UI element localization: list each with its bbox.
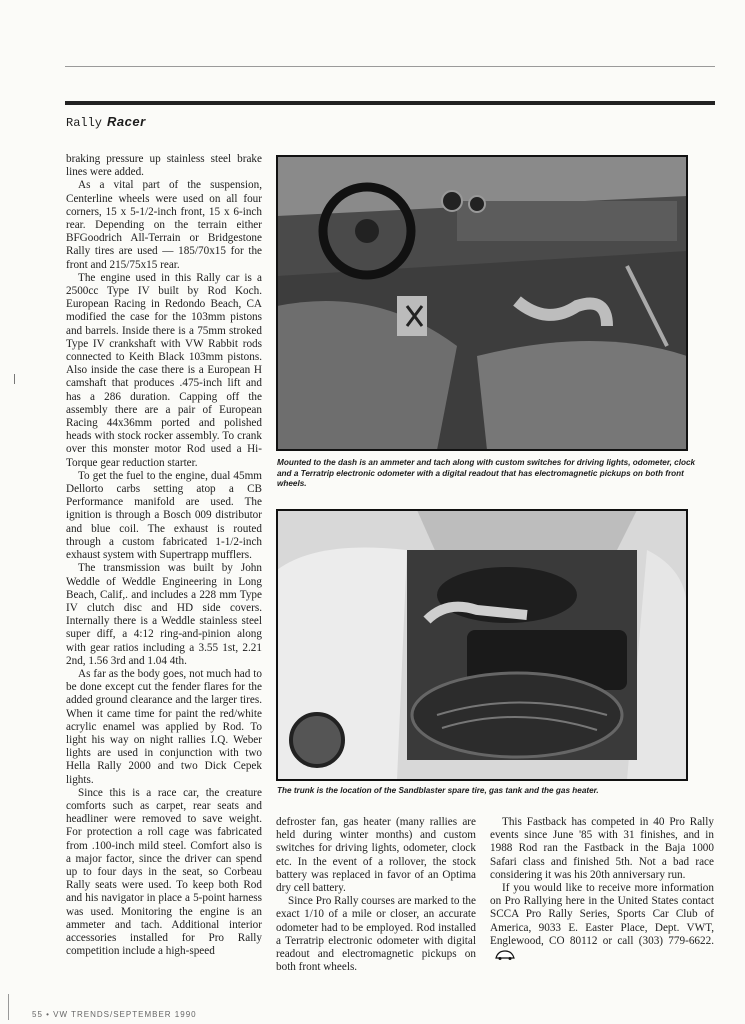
magazine-logo: Racer bbox=[107, 114, 146, 129]
article-column-3 bbox=[490, 816, 714, 961]
trunk-photo bbox=[276, 509, 688, 781]
paragraph: Since this is a race car, the creature comforts such as carpet, rear seats and headliner were removed to save weight. For protection a roll cage was fabricated from .100-inch mild steel. Comfort also is a major factor, since the driver can spend up to four days in the seat, so Corbeau Rally seats were used. To keep both Rod and his navigator in place a 5-point harness was used. Monitoring the engine is an ammeter and tach. Additional interior accessories installed for Pro Rally competition include a high-speed bbox=[66, 786, 262, 958]
top-rule bbox=[65, 66, 715, 67]
paragraph bbox=[490, 882, 714, 961]
article-column-1 bbox=[66, 153, 262, 958]
header-rule bbox=[65, 101, 715, 105]
paragraph: To get the fuel to the engine, dual 45mm Dellorto carbs setting atop a CB Performance manifold are used. The ignition is through a Bosch 009 distributor and blue coil. The exhaust is routed through a custom fabricated 1-1/2-inch exhaust system with Supertrapp mufflers. bbox=[66, 469, 262, 562]
trunk-photo-image bbox=[277, 510, 687, 780]
paragraph: braking pressure up stainless steel brake lines were added. bbox=[66, 153, 262, 179]
section-header bbox=[66, 114, 146, 130]
photo-caption-2: The trunk is the location of the Sandblaster spare tire, gas tank and the gas heater. bbox=[277, 786, 599, 795]
margin-mark-bottom bbox=[8, 994, 9, 1020]
article-column-2 bbox=[276, 816, 476, 974]
paragraph: The transmission was built by John Weddle of Weddle Engineering in Long Beach, Calif,. and includes a 228 mm Type IV clutch disc and HD side covers. Internally there is a Weddle stainless steel super diff, a 4:12 ring-and-pinion along with gear ratios including a 3.55 1st, 2.21 2nd, 1.56 3rd and 1.04 4th. bbox=[66, 562, 262, 667]
paragraph: Since Pro Rally courses are marked to the exact 1/10 of a mile or closer, an accurate odometer had to be employed. Rod installed a Terratrip electronic odometer with digital readout and electromagnetic pickups on both front wheels. bbox=[276, 895, 476, 974]
paragraph: defroster fan, gas heater (many rallies are held during winter months) and custom switches for driving lights, odometer, clock etc. In the event of a rollover, the stock battery was replaced in favor of an Optima dry cell battery. bbox=[276, 816, 476, 895]
interior-photo bbox=[276, 155, 688, 451]
page-footer: 55 • VW TRENDS/SEPTEMBER 1990 bbox=[32, 1010, 197, 1019]
vw-bug-end-icon bbox=[494, 949, 516, 960]
paragraph: This Fastback has competed in 40 Pro Rally events since June '85 with 31 finishes, and in 1988 Rod ran the Fastback in the Baja 1000 Safari class and finished 5th. Not a bad race considering it was his 20th anniversary run. bbox=[490, 816, 714, 881]
paragraph: The engine used in this Rally car is a 2500cc Type IV built by Rod Koch. European Racing in Redondo Beach, CA modified the case for the 103mm pistons and barrels. Inside there is a 75mm stroked Type IV crankshaft with VW Rabbit rods connected to Keith Black 103mm pistons. Also inside the case there is a European H camshaft that produces .475-inch lift and has a 286 duration. Capping off the assembly there are a pair of European Racing 44x36mm ported and polished heads with stock rocker assembly. To crank over this monster motor Rod used a Hi-Torque gear reduction starter. bbox=[66, 271, 262, 469]
photo-caption-1: Mounted to the dash is an ammeter and tach along with custom switches for driving lights, odometer, clock and a Terratrip electronic odometer with a digital readout that has electromagnetic pickups on both front wheels. bbox=[277, 458, 696, 488]
paragraph: As far as the body goes, not much had to be done except cut the fender flares for the added ground clearance and the larger tires. When it came time for paint the red/white acrylic enamel was applied by Rod. To light his way on night rallies I.Q. Weber lights are used in conjunction with two Hella Rally 2000 and two Dick Cepek lights. bbox=[66, 667, 262, 786]
paragraph: As a vital part of the suspension, Centerline wheels were used on all four corners, 15 x 5-1/2-inch front, 15 x 6-inch rear. Depending on the terrain either BFGoodrich All-Terrain or Bridgestone Rally tires are used — 185/70x15 for the front and 215/75x15 rear. bbox=[66, 179, 262, 271]
section-label: Rally bbox=[66, 116, 103, 130]
margin-mark bbox=[14, 374, 15, 384]
paragraph-text: If you would like to receive more information on Pro Rallying here in the United States contact SCCA Pro Rally Series, Sports Car Club of America, 9033 E. Easter Place, Dept. VWT, Englewood, CO 80112 or call (303) 779-6622. bbox=[490, 882, 714, 947]
interior-photo-image bbox=[277, 156, 687, 450]
